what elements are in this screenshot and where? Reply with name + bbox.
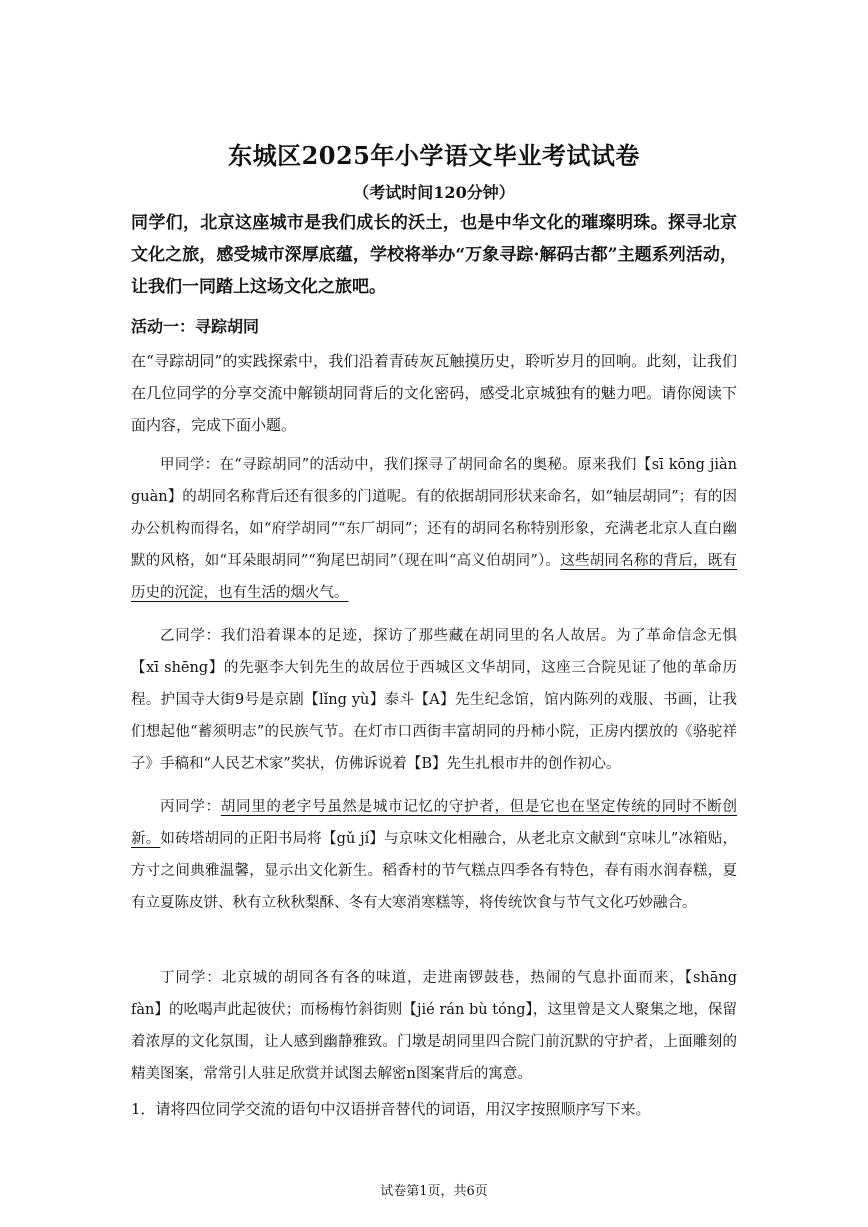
student-bing-speaker: 丙同学： [160, 799, 221, 815]
lead-paragraph: 在“寻踪胡同”的实践探索中，我们沿着青砖灰瓦触摸历史，聆听岁月的回响。此刻，让我们在几位同学的分享交流中解锁胡同背后的文化密码，感受北京城独有的魅力吧。请你阅读下面内容，完成下面小题。 [131, 352, 737, 434]
student-bing-paragraph [131, 791, 737, 919]
exam-duration: （考试时间120分钟） [353, 183, 515, 202]
student-jia-paragraph [131, 449, 737, 609]
student-jia-text: 甲同学：在“寻踪胡同”的活动中，我们探寻了胡同命名的奥秘。原来我们【sī kōng jiàn guàn】的胡同名称背后还有很多的门道呢。有的依据胡同形状来命名，如“轴层胡同”；有的因办公机构而得名，如“府学胡同”“东厂胡同”；还有的胡同名称特别形象，充满老北京人直白幽默的风格，如“耳朵眼胡同”“狗尾巴胡同”（现在叫“高义伯胡同”）。 [131, 457, 737, 569]
page-title: 东城区2025年小学语文毕业考试试卷 [228, 141, 640, 170]
activity-heading: 活动一：寻踪胡同 [131, 317, 260, 336]
intro-paragraph: 同学们，北京这座城市是我们成长的沃土，也是中华文化的璀璨明珠。探寻北京文化之旅，感受城市深厚底蕴，学校将举办“万象寻踪·解码古都”主题系列活动，让我们一同踏上这场文化之旅吧。 [131, 213, 737, 297]
underlined-sentence-2: 胡同里的老字号虽然是城市记忆的守护者，但是它也在坚定传统的同时不断创新。 [131, 799, 737, 847]
underlined-sentence-1: 这些胡同名称的背后，既有历史的沉淀，也有生活的烟火气。 [131, 553, 738, 601]
student-ding-paragraph: 丁同学：北京城的胡同各有各的味道，走进南锣鼓巷，热闹的气息扑面而来，【shāng fàn】的吆喝声此起彼伏；而杨梅竹斜街则【jié rán bù tóng】，这里曾是文人聚集之地，保留着浓厚的文化氛围，让人感到幽静雅致。门墩是胡同里四合院门前沉默的守护者，上面雕刻的精美图案，常常引人驻足欣赏并试图去解密n图案背后的寓意。 [131, 970, 737, 1082]
student-yi-paragraph: 乙同学：我们沿着课本的足迹，探访了那些藏在胡同里的名人故居。为了革命信念无惧【xī shēng】的先驱李大钊先生的故居位于西城区文华胡同，这座三合院见证了他的革命历程。护国寺大街9号是京剧【lǐng yù】泰斗【A】先生纪念馆，馆内陈列的戏服、书画，让我们想起他“蓄须明志”的民族气节。在灯市口西街丰富胡同的丹柿小院，正房内摆放的《骆驼祥子》手稿和“人民艺术家”奖状，仿佛诉说着【B】先生扎根市井的创作初心。 [131, 628, 737, 772]
question-1: 1．请将四位同学交流的语句中汉语拼音替代的词语，用汉字按照顺序写下来。 [131, 1100, 651, 1118]
student-bing-text: 如砖塔胡同的正阳书局将【gǔ jí】与京味文化相融合，从老北京文献到“京味儿”冰箱贴，方寸之间典雅温馨，显示出文化新生。稻香村的节气糕点四季各有特色，春有雨水润春糕，夏有立夏陈皮饼、秋有立秋秋梨酥、冬有大寒消寒糕等，将传统饮食与节气文化巧妙融合。 [131, 831, 738, 911]
page-footer: 试卷第1页，共6页 [380, 1184, 488, 1199]
